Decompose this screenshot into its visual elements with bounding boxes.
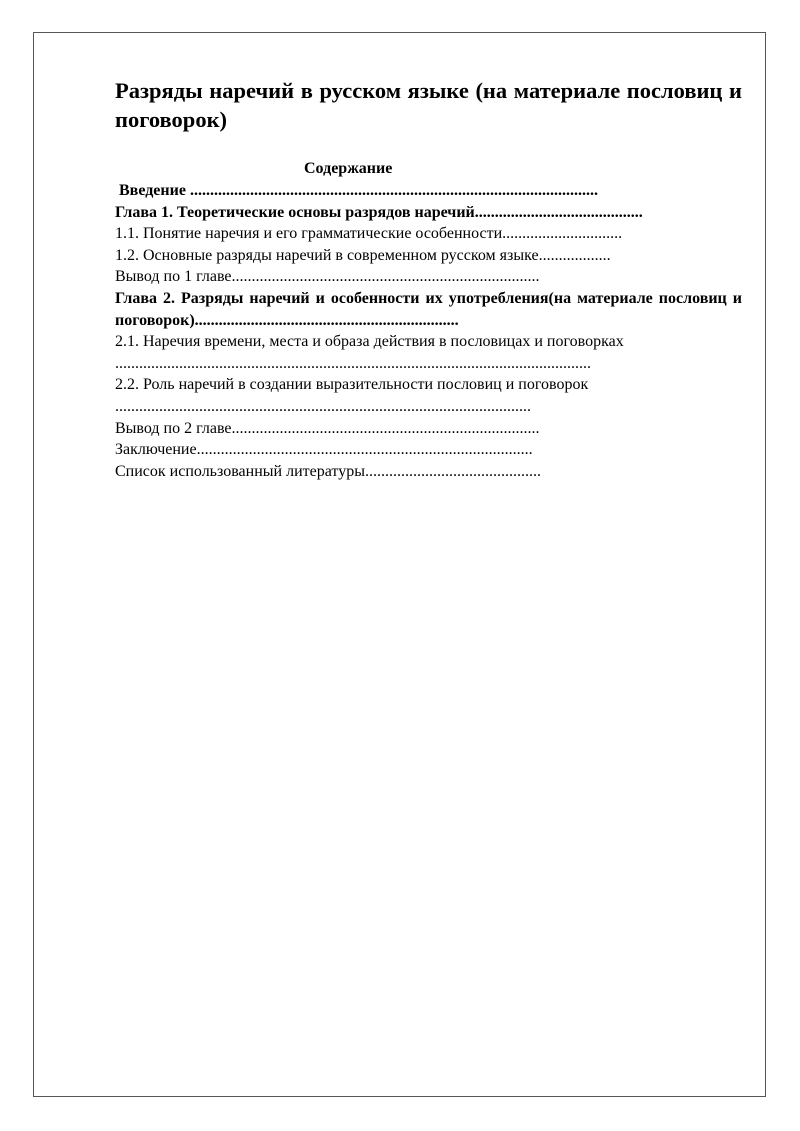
toc-entry: Вывод по 1 главе............................................................................. <box>115 268 540 286</box>
toc-entry: 1.2. Основные разряды наречий в современном русском языке.................. <box>115 246 611 264</box>
toc-entry: 2.1. Наречия времени, места и образа действия в пословицах и поговорках <box>115 333 624 351</box>
toc-entry: Заключение.................................................................................... <box>115 441 533 459</box>
toc-entry: Список использованный литературы............................................ <box>115 462 541 480</box>
toc-entry: ........................................................................................................ <box>115 397 531 415</box>
toc-entry: 2.2. Роль наречий в создании выразительности пословиц и поговорок <box>115 376 589 394</box>
document-title: Разряды наречий в русском языке (на материале пословиц и поговорок) <box>115 78 742 132</box>
toc-entry: Введение ...................................................................................................... <box>119 182 598 199</box>
toc-entry: Вывод по 2 главе............................................................................. <box>115 419 540 437</box>
toc-entry: 1.1. Понятие наречия и его грамматические особенности.............................. <box>115 225 623 243</box>
toc-entry: Глава 2. Разряды наречий и особенности их употребления(на материале пословиц и поговорок).................................................................. <box>115 289 742 329</box>
toc-heading: Содержание <box>304 160 393 177</box>
document-content <box>115 76 742 482</box>
toc-entry: Глава 1. Теоретические основы разрядов наречий.......................................... <box>115 203 643 221</box>
table-of-contents <box>115 180 742 482</box>
toc-entry: ....................................................................................................................... <box>115 354 591 372</box>
